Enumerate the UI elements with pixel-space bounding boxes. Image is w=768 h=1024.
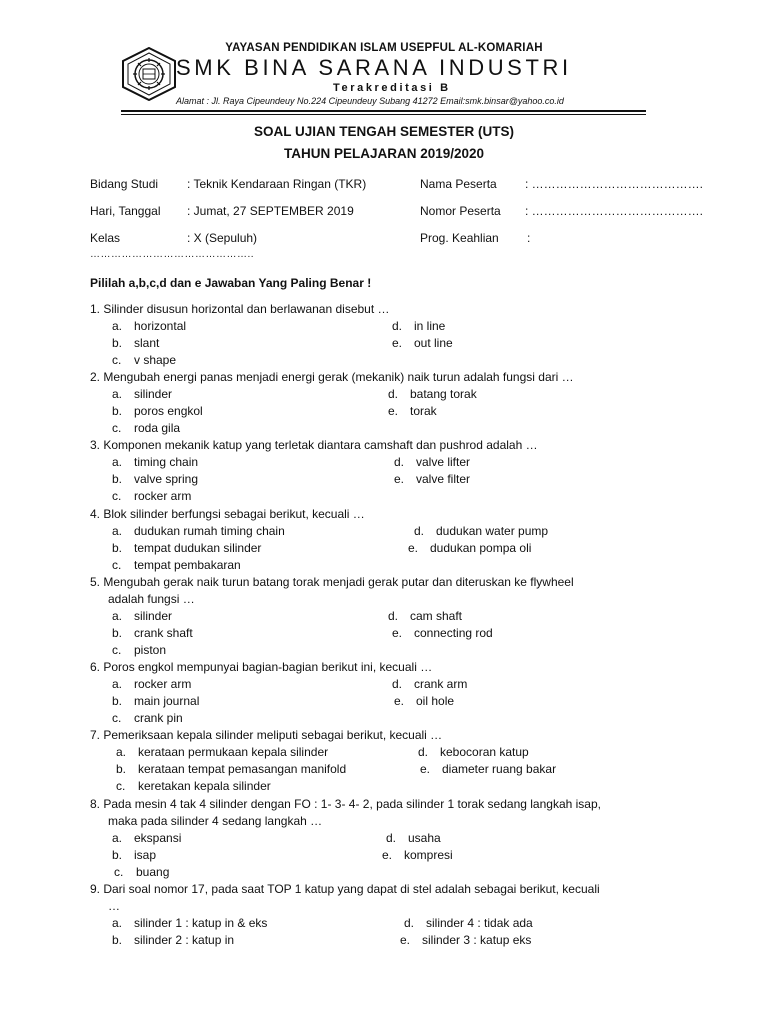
program-label: Prog. Keahlian [420, 231, 499, 245]
option-4a[interactable]: a. dudukan rumah timing chain [112, 524, 285, 538]
option-8b[interactable]: b. isap [112, 848, 157, 862]
option-9e[interactable]: e. silinder 3 : katup eks [400, 933, 532, 947]
option-2c[interactable]: c. roda gila [112, 421, 181, 435]
question-9-continued: … [108, 899, 120, 913]
question-7: 7. Pemeriksaan kepala silinder meliputi sebagai berikut, kecuali … [90, 728, 443, 742]
option-5b[interactable]: b. crank shaft [112, 626, 193, 640]
option-3c[interactable]: c. rocker arm [112, 489, 192, 503]
option-5e[interactable]: e. connecting rod [392, 626, 493, 640]
question-1: 1. Silinder disusun horizontal dan berlawanan disebut … [90, 302, 390, 316]
option-8c[interactable]: c. buang [114, 865, 170, 879]
name-field[interactable]: : ……………………………………. [525, 177, 704, 191]
instruction-text: Pililah a,b,c,d dan e Jawaban Yang Paling Benar ! [90, 276, 372, 290]
option-2b[interactable]: b. poros engkol [112, 404, 203, 418]
foundation-name: YAYASAN PENDIDIKAN ISLAM USEPFUL AL-KOMARIAH [225, 42, 543, 54]
header-divider [121, 110, 646, 112]
school-name: SMK BINA SARANA INDUSTRI [176, 55, 572, 80]
class-label: Kelas [90, 231, 121, 245]
question-5-continued: adalah fungsi … [108, 592, 195, 606]
option-3a[interactable]: a. timing chain [112, 455, 199, 469]
option-1e[interactable]: e. out line [392, 336, 453, 350]
option-6e[interactable]: e. oil hole [394, 694, 455, 708]
option-7c[interactable]: c. keretakan kepala silinder [116, 779, 271, 793]
question-8: 8. Pada mesin 4 tak 4 silinder dengan FO : 1- 3- 4- 2, pada silinder 1 torak sedang langkah isap, [90, 797, 601, 811]
option-8d[interactable]: d. usaha [386, 831, 441, 845]
option-8a[interactable]: a. ekspansi [112, 831, 182, 845]
question-9: 9. Dari soal nomor 17, pada saat TOP 1 katup yang dapat di stel adalah sebagai berikut, kecuali [90, 882, 600, 896]
option-5a[interactable]: a. silinder [112, 609, 173, 623]
option-7b[interactable]: b. kerataan tempat pemasangan manifold [116, 762, 347, 776]
option-6b[interactable]: b. main journal [112, 694, 200, 708]
option-6a[interactable]: a. rocker arm [112, 677, 192, 691]
number-label: Nomor Peserta [420, 204, 501, 218]
question-4: 4. Blok silinder berfungsi sebagai berikut, kecuali … [90, 507, 365, 521]
option-9b[interactable]: b. silinder 2 : katup in [112, 933, 235, 947]
option-9d[interactable]: d. silinder 4 : tidak ada [404, 916, 533, 930]
school-seal-icon [121, 47, 177, 101]
option-5d[interactable]: d. cam shaft [388, 609, 463, 623]
subject-value: : Teknik Kendaraan Ringan (TKR) [187, 177, 367, 191]
accreditation-label: Terakreditasi B [333, 82, 451, 94]
subject-label: Bidang Studi [90, 177, 159, 191]
option-2e[interactable]: e. torak [388, 404, 437, 418]
exam-title: SOAL UJIAN TENGAH SEMESTER (UTS) [253, 124, 515, 139]
question-8-continued: maka pada silinder 4 sedang langkah … [108, 814, 323, 828]
option-6d[interactable]: d. crank arm [392, 677, 468, 691]
option-2a[interactable]: a. silinder [112, 387, 173, 401]
option-3b[interactable]: b. valve spring [112, 472, 199, 486]
option-9a[interactable]: a. silinder 1 : katup in & eks [112, 916, 268, 930]
option-1c[interactable]: c. v shape [112, 353, 177, 367]
option-8e[interactable]: e. kompresi [382, 848, 453, 862]
day-label: Hari, Tanggal [90, 204, 161, 218]
program-field[interactable]: ……………………………………….. [90, 249, 255, 260]
number-field[interactable]: : ……………………………………. [525, 204, 704, 218]
program-colon: : [527, 231, 531, 245]
option-4e[interactable]: e. dudukan pompa oli [408, 541, 532, 555]
question-3: 3. Komponen mekanik katup yang terletak diantara camshaft dan pushrod adalah … [90, 438, 538, 452]
option-5c[interactable]: c. piston [112, 643, 167, 657]
option-4b[interactable]: b. tempat dudukan silinder [112, 541, 262, 555]
day-value: : Jumat, 27 SEPTEMBER 2019 [187, 204, 354, 218]
header-divider-thin [121, 114, 646, 115]
option-7a[interactable]: a. kerataan permukaan kepala silinder [116, 745, 329, 759]
option-3d[interactable]: d. valve lifter [394, 455, 471, 469]
question-2: 2. Mengubah energi panas menjadi energi gerak (mekanik) naik turun adalah fungsi dari … [90, 370, 574, 384]
option-6c[interactable]: c. crank pin [112, 711, 183, 725]
option-4d[interactable]: d. dudukan water pump [414, 524, 549, 538]
option-4c[interactable]: c. tempat pembakaran [112, 558, 241, 572]
option-2d[interactable]: d. batang torak [388, 387, 477, 401]
academic-year: TAHUN PELAJARAN 2019/2020 [283, 146, 485, 161]
school-address: Alamat : Jl. Raya Cipeundeuy No.224 Cipeundeuy Subang 41272 Email:smk.binsar@yahoo.co.id [176, 96, 564, 106]
option-1b[interactable]: b. slant [112, 336, 160, 350]
option-1a[interactable]: a. horizontal [112, 319, 187, 333]
option-7e[interactable]: e. diameter ruang bakar [420, 762, 557, 776]
option-1d[interactable]: d. in line [392, 319, 446, 333]
name-label: Nama Peserta [420, 177, 497, 191]
option-7d[interactable]: d. kebocoran katup [418, 745, 529, 759]
option-3e[interactable]: e. valve filter [394, 472, 471, 486]
question-5: 5. Mengubah gerak naik turun batang torak menjadi gerak putar dan diteruskan ke flywheel [90, 575, 574, 589]
class-value: : X (Sepuluh) [187, 231, 258, 245]
question-6: 6. Poros engkol mempunyai bagian-bagian berikut ini, kecuali … [90, 660, 433, 674]
